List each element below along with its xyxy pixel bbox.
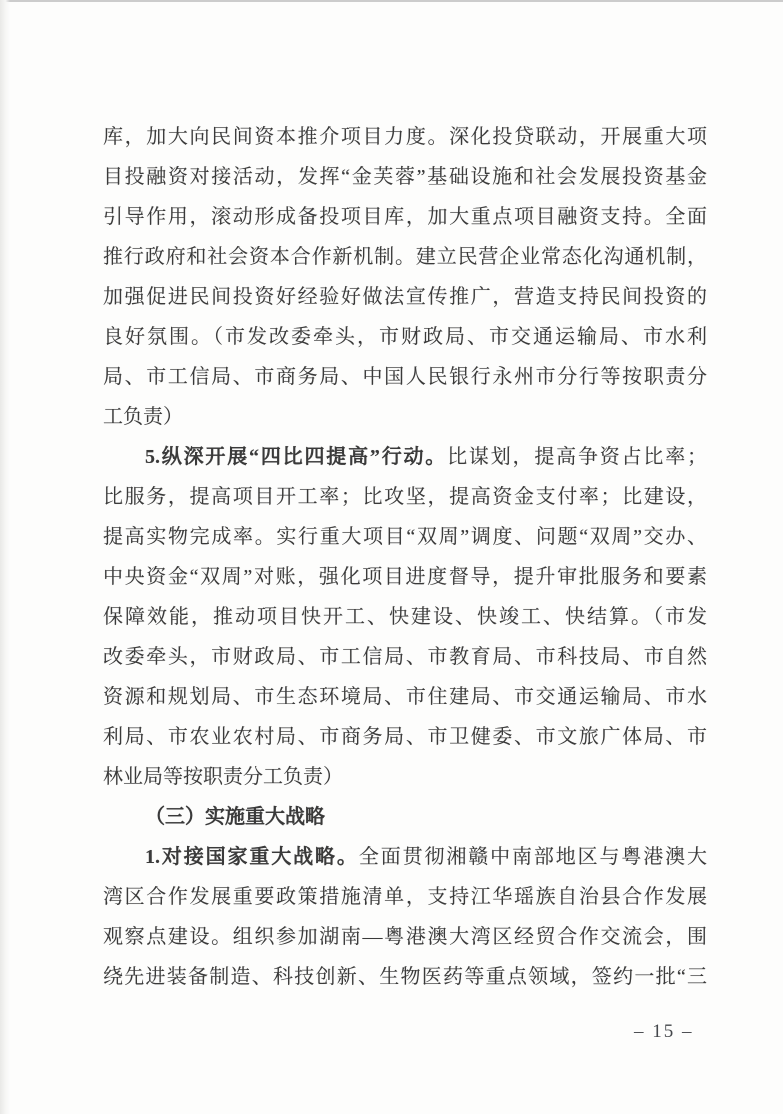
line-text: 比谋划，提高争资占比率； [447,446,707,468]
line-text: 库，加大向民间资本推介项目力度。深化投贷联动，开展重大项 [103,126,707,148]
line-text: 引导作用，滚动形成备投项目库，加大重点项目融资支持。全面 [103,206,707,228]
line-text: 中央资金“双周”对账，强化项目进度督导，提升审批服务和要素 [103,566,707,588]
line-text: 比服务，提高项目开工率；比攻坚，提高资金支付率；比建设， [103,486,707,508]
doc-line [103,837,707,877]
line-text: 提高实物完成率。实行重大项目“双周”调度、问题“双周”交办、 [103,526,707,548]
line-text: 局、市工信局、市商务局、中国人民银行永州市分行等按职责分 [103,366,707,388]
doc-line [103,677,707,717]
doc-line [103,757,707,797]
doc-line [103,637,707,677]
line-text: 目投融资对接活动，发挥“金芙蓉”基础设施和社会发展投资基金 [103,166,707,188]
doc-section-heading [103,797,707,837]
doc-line [103,597,707,637]
line-text: 资源和规划局、市生态环境局、市住建局、市交通运输局、市水 [103,686,707,708]
line-text: 推行政府和社会资本合作新机制。建立民营企业常态化沟通机制， [103,246,707,268]
line-text: 加强促进民间投资好经验好做法宣传推广，营造支持民间投资的 [103,286,707,308]
line-text: 利局、市农业农村局、市商务局、市卫健委、市文旅广体局、市 [103,726,707,748]
doc-line [103,357,707,397]
doc-line [103,317,707,357]
doc-line [103,117,707,157]
scan-edge-left [0,0,10,1114]
line-text: 保障效能，推动项目快开工、快建设、快竣工、快结算。（市发 [103,606,707,628]
document-body [103,117,707,997]
doc-line [103,197,707,237]
doc-line [103,877,707,917]
doc-line [103,237,707,277]
doc-line [103,557,707,597]
doc-line [103,277,707,317]
bold-leadin: 1.对接国家重大战略。 [145,846,359,868]
doc-line [103,957,707,997]
line-text: 绕先进装备制造、科技创新、生物医药等重点领域，签约一批“三 [103,966,707,988]
doc-line [103,397,707,437]
doc-line [103,437,707,477]
line-text: 改委牵头，市财政局、市工信局、市教育局、市科技局、市自然 [103,646,707,668]
doc-line [103,157,707,197]
line-text: 全面贯彻湘赣中南部地区与粤港澳大 [358,846,707,868]
doc-line [103,517,707,557]
line-text: 工负责） [103,406,183,428]
line-text: 湾区合作发展重要政策措施清单，支持江华瑶族自治县合作发展 [103,886,707,908]
page-number: – 15 – [634,1021,694,1042]
section-heading-text: （三）实施重大战略 [145,806,325,828]
doc-line [103,717,707,757]
doc-line [103,917,707,957]
scan-edge-top [0,0,783,2]
line-text: 良好氛围。（市发改委牵头，市财政局、市交通运输局、市水利 [103,326,707,348]
doc-line [103,477,707,517]
line-text: 林业局等按职责分工负责） [103,766,343,788]
line-text: 观察点建设。组织参加湖南—粤港澳大湾区经贸合作交流会，围 [103,926,707,948]
bold-leadin: 5.纵深开展“四比四提高”行动。 [145,446,448,468]
